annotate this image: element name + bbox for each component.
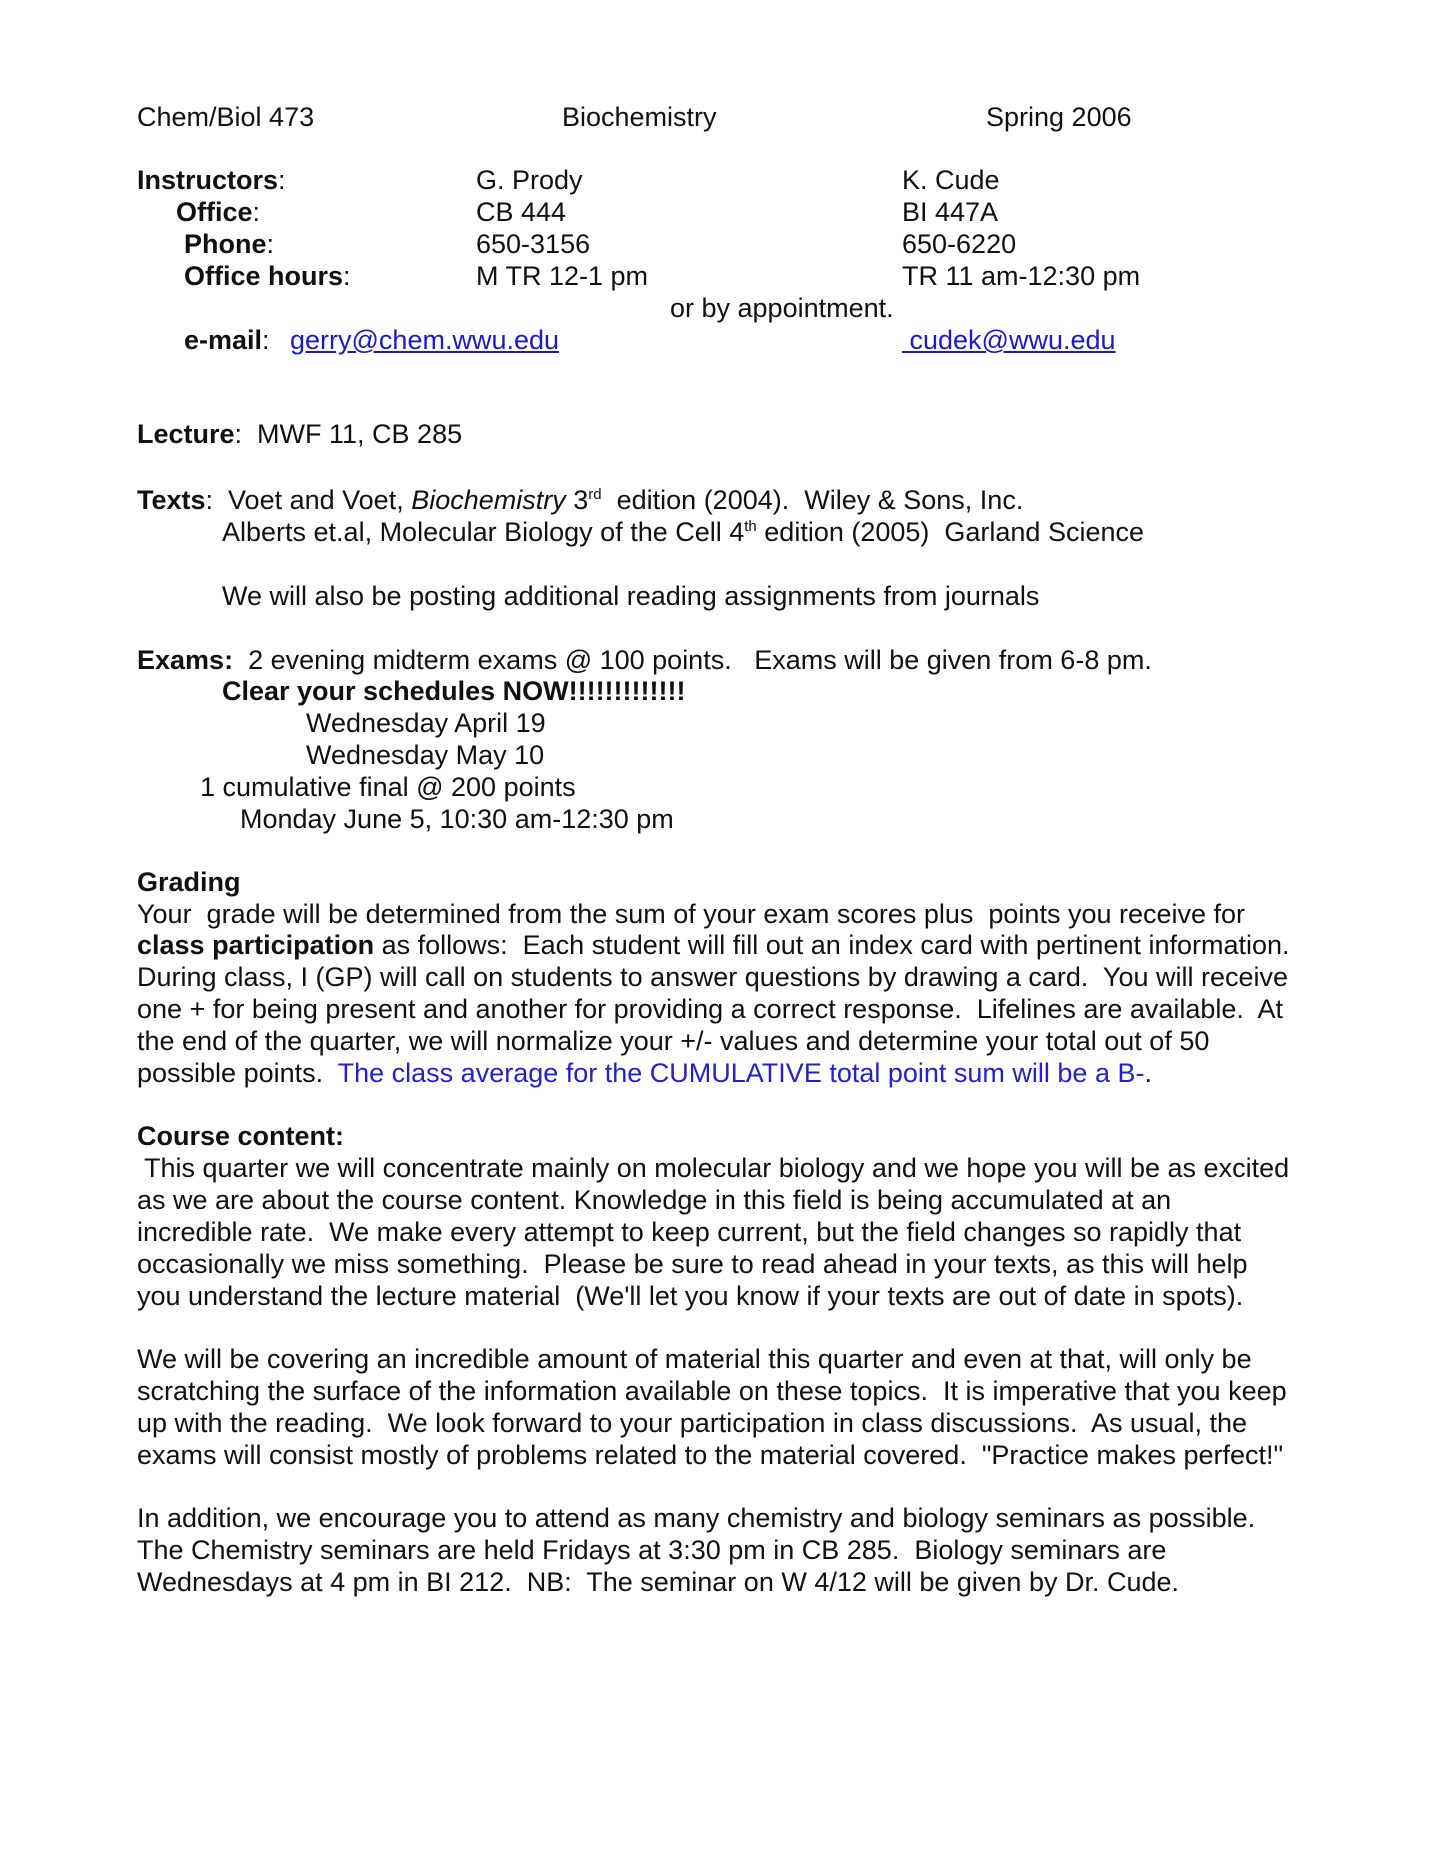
office-1: CB 444	[476, 197, 567, 227]
office-2: BI 447A	[902, 197, 999, 227]
phone-1: 650-3156	[476, 229, 591, 259]
texts-line1-sup: rd	[588, 486, 602, 503]
office-hours-colon: :	[343, 261, 351, 291]
email-link-cude-text[interactable]: cudek@wwu.edu	[902, 325, 1116, 355]
email-link-prody[interactable]	[290, 324, 559, 356]
office-label-text: Office	[176, 197, 253, 227]
content-p2-line-2: scratching the surface of the information available on these topics. It is imperative that you keep	[137, 1376, 1287, 1406]
content-p1-line-4: occasionally we miss something. Please be sure to read ahead in your texts, as this will help	[137, 1249, 1248, 1279]
lecture-label: Lecture	[137, 419, 235, 449]
grading-line-1: Your grade will be determined from the sum of your exam scores plus points you receive for	[137, 899, 1246, 929]
office-label	[176, 196, 260, 228]
content-p3-line-3: Wednesdays at 4 pm in BI 212. NB: The seminar on W 4/12 will be given by Dr. Cude.	[137, 1567, 1180, 1597]
exams-clear-schedules: Clear your schedules NOW!!!!!!!!!!!!!	[222, 676, 686, 706]
texts-line1-c: edition (2004). Wiley & Sons, Inc.	[601, 485, 1024, 515]
texts-book-title: Biochemistry	[411, 485, 566, 515]
instructors-colon: :	[278, 165, 286, 195]
email-link-cude[interactable]	[902, 324, 1116, 356]
phone-colon: :	[266, 229, 275, 259]
email-link-prody-text[interactable]: gerry@chem.wwu.edu	[290, 325, 560, 355]
lecture-line	[137, 418, 462, 450]
office-hours-1: M TR 12-1 pm	[476, 261, 649, 291]
grading-line-6	[137, 1057, 1152, 1089]
content-p2-line-1: We will be covering an incredible amount of material this quarter and even at that, will only be	[137, 1344, 1252, 1374]
office-hours-2: TR 11 am-12:30 pm	[902, 261, 1141, 291]
content-p1-line-1: This quarter we will concentrate mainly on molecular biology and we hope you will be as excited	[137, 1153, 1290, 1183]
instructors-label-text: Instructors	[137, 165, 279, 195]
texts-line-3: We will also be posting additional reading assignments from journals	[222, 581, 1040, 611]
grading-line-2	[137, 929, 1290, 961]
texts-label: Texts	[137, 485, 206, 515]
texts-line2-sup: th	[744, 518, 757, 535]
instructors-label	[137, 164, 286, 196]
instructor-name-2: K. Cude	[902, 165, 1000, 195]
exams-line1-text: 2 evening midterm exams @ 100 points. Exams will be given from 6-8 pm.	[233, 645, 1152, 675]
class-participation-text: class participation	[137, 930, 375, 960]
office-hours-label-text: Office hours	[184, 261, 344, 291]
content-p3-line-2: The Chemistry seminars are held Fridays at 3:30 pm in CB 285. Biology seminars are	[137, 1535, 1167, 1565]
content-p2-line-3: up with the reading. We look forward to your participation in class discussions. As usual, the	[137, 1408, 1248, 1438]
texts-line2-b: edition (2005) Garland Science	[756, 517, 1145, 547]
phone-label-text: Phone	[184, 229, 267, 259]
phone-2: 650-6220	[902, 229, 1017, 259]
course-number: Chem/Biol 473	[137, 102, 315, 132]
by-appointment-note: or by appointment.	[670, 293, 894, 323]
course-term: Spring 2006	[986, 102, 1132, 132]
exam-date-2: Wednesday May 10	[306, 740, 545, 770]
texts-line-1	[137, 484, 1023, 516]
instructor-name-1: G. Prody	[476, 165, 583, 195]
texts-line1-b: 3	[565, 485, 589, 515]
office-hours-label	[184, 260, 351, 292]
grading-line-6-a: possible points.	[137, 1058, 338, 1088]
grading-line-4: one + for being present and another for providing a correct response. Lifelines are available. At	[137, 994, 1283, 1024]
grading-heading: Grading	[137, 867, 241, 897]
final-exam: 1 cumulative final @ 200 points	[200, 772, 576, 802]
exams-line-1	[137, 644, 1152, 676]
exams-label: Exams:	[137, 645, 234, 675]
exam-date-1: Wednesday April 19	[306, 708, 546, 738]
class-average-note: The class average for the CUMULATIVE total point sum will be a B-	[337, 1058, 1145, 1088]
texts-line-2	[222, 516, 1144, 548]
grading-line-3: During class, I (GP) will call on students to answer questions by drawing a card. You will receive	[137, 962, 1289, 992]
grading-line-2-rest: as follows: Each student will fill out an index card with pertinent information.	[374, 930, 1290, 960]
email-label-text: e-mail	[184, 325, 263, 355]
content-p1-line-3: incredible rate. We make every attempt to keep current, but the field changes so rapidly that	[137, 1217, 1242, 1247]
course-content-heading: Course content:	[137, 1121, 345, 1151]
office-colon: :	[252, 197, 261, 227]
email-label	[184, 324, 270, 356]
phone-label	[184, 228, 274, 260]
final-exam-date: Monday June 5, 10:30 am-12:30 pm	[240, 804, 674, 834]
content-p1-line-2: as we are about the course content. Knowledge in this field is being accumulated at an	[137, 1185, 1172, 1215]
texts-line2-a: Alberts et.al, Molecular Biology of the Cell 4	[222, 517, 745, 547]
grading-line-6-end: .	[1144, 1058, 1152, 1088]
content-p1-line-5: you understand the lecture material (We'll let you know if your texts are out of date in spots).	[137, 1281, 1244, 1311]
course-subject: Biochemistry	[562, 102, 717, 132]
texts-line1-a: : Voet and Voet,	[205, 485, 412, 515]
grading-line-5: the end of the quarter, we will normalize your +/- values and determine your total out of 50	[137, 1026, 1210, 1056]
email-colon: :	[262, 325, 270, 355]
content-p2-line-4: exams will consist mostly of problems related to the material covered. "Practice makes perfect!"	[137, 1440, 1284, 1470]
lecture-text: : MWF 11, CB 285	[234, 419, 463, 449]
content-p3-line-1: In addition, we encourage you to attend as many chemistry and biology seminars as possible.	[137, 1503, 1256, 1533]
